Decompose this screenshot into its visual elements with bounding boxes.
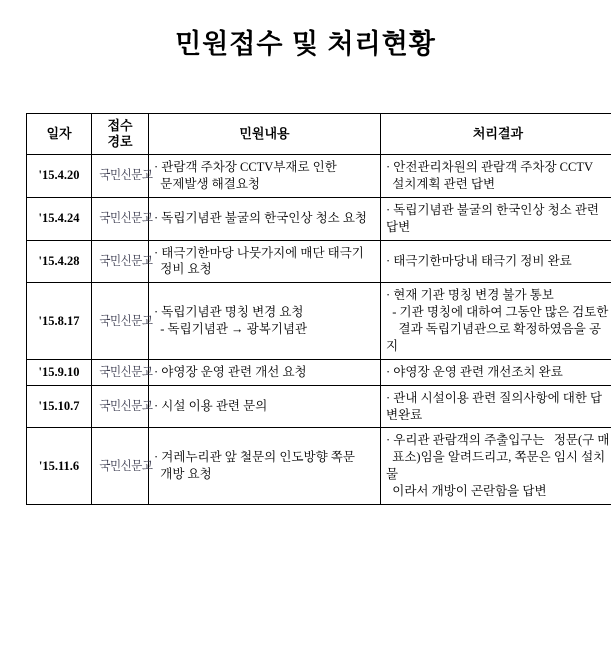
column-header-date: 일자: [27, 114, 92, 155]
table-row: [27, 283, 611, 360]
cell-content: [149, 197, 381, 240]
table-body: [27, 155, 611, 505]
cell-result: [381, 283, 611, 360]
route-label: 국민신문고: [99, 364, 152, 381]
column-header-result: 처리결과: [381, 114, 611, 155]
result-line: - 기관 명칭에 대하여 그동안 많은 검토한: [386, 304, 610, 321]
cell-route: [92, 283, 149, 360]
cell-route: [92, 385, 149, 428]
content-line: · 독립기념관 불굴의 한국인상 청소 요청: [154, 210, 375, 227]
result-line: · 안전관리차원의 관람객 주차장 CCTV: [386, 159, 610, 176]
cell-date: '15.4.20: [27, 155, 92, 198]
content-line: · 시설 이용 관련 문의: [154, 398, 375, 415]
content-line: - 독립기념관 → 광복기념관: [154, 321, 375, 338]
route-label: 국민신문고: [99, 458, 152, 475]
cell-route: [92, 240, 149, 283]
complaints-table: [26, 113, 611, 505]
content-line: · 겨레누리관 앞 철문의 인도방향 쪽문: [154, 449, 375, 466]
cell-content: [149, 428, 381, 505]
table-row: [27, 155, 611, 198]
table-header: [27, 114, 611, 155]
cell-date: '15.10.7: [27, 385, 92, 428]
cell-content: [149, 385, 381, 428]
content-line: 문제발생 해결요청: [154, 176, 375, 193]
content-line: 정비 요청: [154, 261, 375, 278]
route-label: 국민신문고: [99, 398, 152, 415]
table-header-row: [27, 114, 611, 155]
table-row: [27, 197, 611, 240]
result-line: · 우리관 관람객의 주출입구는 정문(구 매: [386, 432, 610, 449]
result-line: 표소)임을 알려드리고, 쪽문은 임시 설치물: [386, 449, 610, 483]
page-title: 민원접수 및 처리현황: [0, 22, 611, 61]
table-row: [27, 359, 611, 385]
result-line: · 태극기한마당내 태극기 정비 완료: [386, 253, 610, 270]
route-label: 국민신문고: [99, 313, 152, 330]
document-page: [0, 22, 611, 668]
cell-date: '15.4.28: [27, 240, 92, 283]
cell-result: [381, 359, 611, 385]
cell-content: [149, 359, 381, 385]
result-line: · 야영장 운영 관련 개선조치 완료: [386, 364, 610, 381]
cell-result: [381, 428, 611, 505]
cell-content: [149, 155, 381, 198]
cell-result: [381, 197, 611, 240]
cell-result: [381, 240, 611, 283]
content-line: · 야영장 운영 관련 개선 요청: [154, 364, 375, 381]
cell-route: [92, 428, 149, 505]
column-header-content: 민원내용: [149, 114, 381, 155]
cell-date: '15.11.6: [27, 428, 92, 505]
table-row: [27, 240, 611, 283]
cell-content: [149, 240, 381, 283]
cell-route: [92, 155, 149, 198]
route-label: 국민신문고: [99, 167, 152, 184]
result-line: · 현재 기관 명칭 변경 불가 통보: [386, 287, 610, 304]
route-label: 국민신문고: [99, 210, 152, 227]
column-header-route: [92, 114, 149, 155]
content-line: · 태극기한마당 나뭇가지에 매단 태극기: [154, 245, 375, 262]
content-line: · 독립기념관 명칭 변경 요청: [154, 304, 375, 321]
column-header-route-line1: 접수: [95, 118, 145, 134]
cell-route: [92, 197, 149, 240]
result-line: · 독립기념관 불굴의 한국인상 청소 관련 답변: [386, 202, 610, 236]
result-line: 설치계획 관련 답변: [386, 176, 610, 193]
result-line: 결과 독립기념관으로 확정하였음을 공지: [386, 321, 610, 355]
route-label: 국민신문고: [99, 253, 152, 270]
table-row: [27, 385, 611, 428]
column-header-route-line2: 경로: [95, 134, 145, 150]
result-line: · 관내 시설이용 관련 질의사항에 대한 답변완료: [386, 390, 610, 424]
content-line: 개방 요청: [154, 466, 375, 483]
cell-route: [92, 359, 149, 385]
table-container: [0, 113, 611, 505]
content-line: · 관람객 주차장 CCTV부재로 인한: [154, 159, 375, 176]
cell-date: '15.8.17: [27, 283, 92, 360]
result-line: 이라서 개방이 곤란함을 답변: [386, 483, 610, 500]
cell-date: '15.4.24: [27, 197, 92, 240]
cell-result: [381, 155, 611, 198]
cell-date: '15.9.10: [27, 359, 92, 385]
cell-result: [381, 385, 611, 428]
cell-content: [149, 283, 381, 360]
table-row: [27, 428, 611, 505]
